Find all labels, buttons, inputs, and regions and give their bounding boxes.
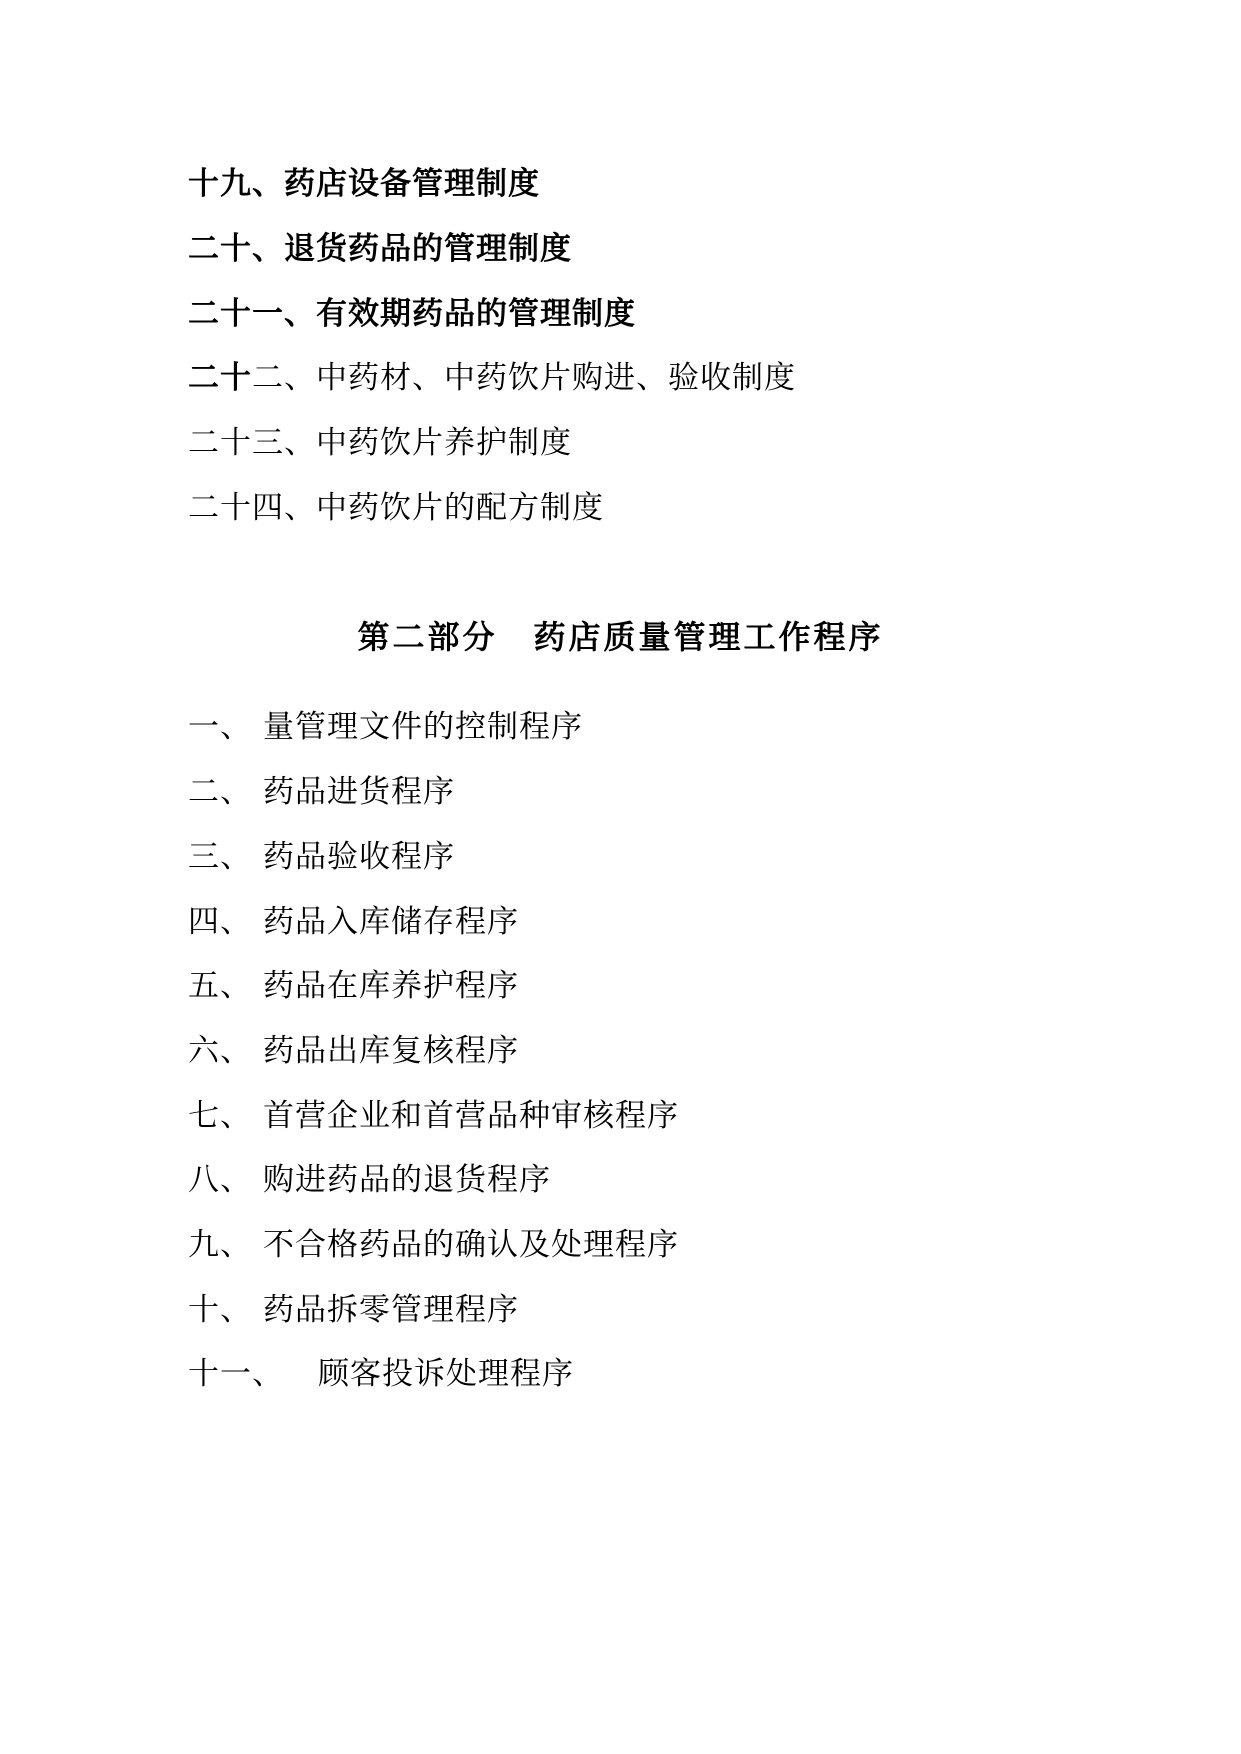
procedure-number: 十一、 [188, 1356, 284, 1392]
procedure-text: 药品出库复核程序 [263, 1033, 519, 1069]
procedure-number: 五、 [188, 968, 252, 1004]
procedure-number: 九、 [188, 1227, 252, 1263]
procedure-item-10 [188, 1290, 519, 1330]
procedure-number: 十、 [188, 1292, 252, 1328]
procedure-number: 四、 [188, 904, 252, 940]
procedure-item-9 [188, 1225, 679, 1265]
procedure-number: 一、 [188, 709, 252, 745]
procedure-text: 药品验收程序 [263, 839, 455, 875]
procedure-item-1 [188, 707, 583, 747]
toc-item-19: 十九、药店设备管理制度 [188, 166, 540, 202]
toc-item-21: 二十一、有效期药品的管理制度 [188, 296, 636, 332]
procedure-number: 七、 [188, 1098, 252, 1134]
procedure-item-5 [188, 966, 519, 1006]
procedure-text: 药品拆零管理程序 [263, 1292, 519, 1328]
procedure-item-7 [188, 1096, 679, 1136]
procedure-text: 首营企业和首营品种审核程序 [263, 1098, 679, 1134]
section-heading [0, 617, 1241, 657]
procedure-item-2 [188, 772, 455, 812]
procedure-text: 不合格药品的确认及处理程序 [263, 1227, 679, 1263]
section-part-label: 第二部分 [357, 618, 498, 656]
toc-item-22 [188, 358, 796, 398]
procedure-number: 三、 [188, 839, 252, 875]
toc-item-23: 二十三、中药饮片养护制度 [188, 425, 572, 461]
toc-item-22-prefix: 二十 [188, 360, 252, 396]
toc-item-24: 二十四、中药饮片的配方制度 [188, 490, 604, 526]
procedure-text: 药品入库储存程序 [263, 904, 519, 940]
procedure-item-6 [188, 1031, 519, 1071]
procedure-item-3 [188, 837, 455, 877]
section-title: 药店质量管理工作程序 [533, 618, 884, 656]
procedure-number: 六、 [188, 1033, 252, 1069]
procedure-number: 八、 [188, 1162, 252, 1198]
procedure-text: 量管理文件的控制程序 [263, 709, 583, 745]
procedure-text: 药品在库养护程序 [263, 968, 519, 1004]
procedure-text: 顾客投诉处理程序 [318, 1356, 574, 1392]
toc-item-22-rest: 二、中药材、中药饮片购进、验收制度 [252, 360, 796, 396]
procedure-item-8 [188, 1160, 551, 1200]
procedure-text: 购进药品的退货程序 [263, 1162, 551, 1198]
toc-item-20: 二十、退货药品的管理制度 [188, 231, 572, 267]
procedure-item-4 [188, 902, 519, 942]
procedure-text: 药品进货程序 [263, 774, 455, 810]
procedure-number: 二、 [188, 774, 252, 810]
procedure-item-11 [188, 1354, 574, 1394]
